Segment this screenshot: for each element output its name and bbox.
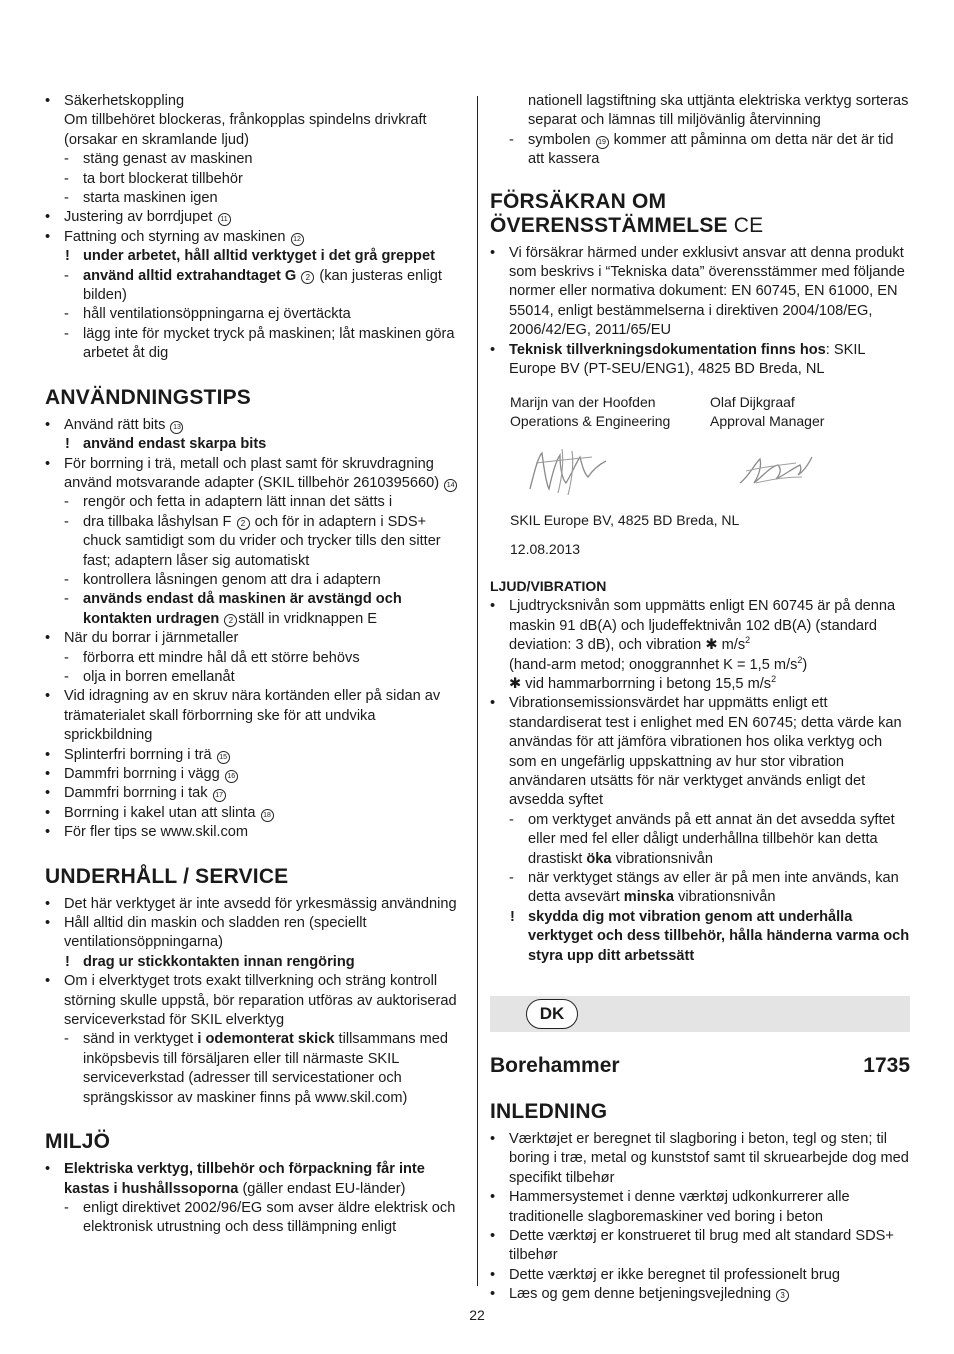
list-item: • Borrning i kakel utan att slinta 18	[45, 804, 465, 823]
introduction-list	[490, 1130, 910, 1305]
heading-introduction: INLEDNING	[490, 1100, 608, 1123]
declaration-list	[490, 244, 910, 380]
figure-number-icon: 11	[218, 213, 231, 226]
heading-maintenance: UNDERHÅLL / SERVICE	[45, 864, 289, 888]
heading-noise-vibration: LJUD/VIBRATION	[490, 578, 607, 595]
list-item: - enligt direktivet 2002/96/EG som avser äldre elektrisk och elektronisk utrustning och dess tillämpning enligt	[45, 1199, 465, 1238]
language-bar	[490, 996, 910, 1032]
list-item: • Använd rätt bits 13	[45, 416, 465, 435]
maintenance-list	[45, 895, 465, 1108]
usage-tips-list	[45, 416, 465, 843]
figure-number-icon: 2	[237, 517, 250, 530]
column-divider	[477, 96, 478, 1286]
list-item: • Det här verktyget är inte avsedd för yrkesmässig användning	[45, 895, 465, 914]
list-item: • Ljudtrycksnivån som uppmätts enligt EN 60745 är på denna maskin 91 dB(A) och ljudeffektnivån 102 dB(A) (standard deviation: 3 dB), och vibration ✱ $m/s^2$ (hand-arm metod; onoggrannhet K = 1,5 $m/s^2$) ✱ vid hammarborrning i betong 15,5 $m/s^2$	[490, 597, 910, 694]
company-address: SKIL Europe BV, 4825 BD Breda, NL	[510, 512, 740, 529]
safety-clutch-list	[45, 92, 465, 364]
list-item: ! under arbetet, håll alltid verktyget i det grå greppet	[45, 247, 465, 266]
list-item: - när verktyget stängs av eller är på men inte används, kan detta avsevärt minska vibrationsnivån	[490, 869, 910, 908]
signatory-1: Marijn van der Hoofden Operations & Engineering	[510, 394, 671, 430]
list-item: • Fattning och styrning av maskinen 12	[45, 228, 465, 247]
figure-number-icon: 2	[224, 614, 237, 627]
list-item: • Dette værktøj er ikke beregnet til professionelt brug	[490, 1266, 910, 1285]
list-item: Om tillbehöret blockeras, frånkopplas spindelns drivkraft (orsakar en skramlande ljud)	[64, 112, 427, 148]
list-item: - använd alltid extrahandtaget G 2 (kan justeras enligt bilden)	[45, 267, 465, 306]
figure-number-icon: 16	[225, 770, 238, 783]
list-item: - håll ventilationsöppningarna ej övertäckta	[45, 305, 465, 324]
list-item: - stäng genast av maskinen	[45, 150, 465, 169]
list-item: - ta bort blockerat tillbehör	[45, 170, 465, 189]
vibration-list	[490, 597, 910, 694]
list-item: • Om i elverktyget trots exakt tillverkning och sträng kontroll störning skulle uppstå, bör reparation utföras av auktoriserad serviceverkstad för SKIL elverktyg	[45, 972, 465, 1030]
figure-number-icon: 17	[213, 789, 226, 802]
list-item: - sänd in verktyget i odemonterat skick tillsammans med inköpsbevis till försäljaren eller till närmaste SKIL serviceverkstad (adresser till servicestationer och sprängskissor av maskiner finns på www.skil.com)	[45, 1030, 465, 1108]
list-item: - används endast då maskinen är avstängd och kontakten urdragen 2 ställ in vridknappen E	[45, 590, 465, 629]
list-item: • Dette værktøj er konstrueret til brug med alt standard SDS+ tilbehør	[490, 1227, 910, 1266]
list-item: - förborra ett mindre hål då ett större behövs	[45, 649, 465, 668]
figure-number-icon: 2	[301, 271, 314, 284]
heading-declaration: FÖRSÄKRAN OM ÖVERENSSTÄMMELSE CE	[490, 189, 764, 237]
list-item: • Teknisk tillverkningsdokumentation finns hos: SKIL Europe BV (PT-SEU/ENG1), 4825 BD Breda, NL	[490, 341, 910, 380]
product-title-row	[490, 1054, 910, 1078]
figure-number-icon: 18	[261, 809, 274, 822]
figure-number-icon: 3	[776, 1289, 789, 1302]
figure-number-icon: 19	[596, 136, 609, 149]
list-item: • Dammfri borrning i tak 17	[45, 784, 465, 803]
page-number: 22	[469, 1307, 485, 1323]
figure-number-icon: 14	[444, 479, 457, 492]
list-item: • Værktøjet er beregnet til slagboring i beton, tegl og sten; til boring i træ, metal og kunststof samt til skruearbejde dog med specifikt tilbehør	[490, 1130, 910, 1188]
list-item: - symbolen 19 kommer att påminna om detta när det är tid att kassera	[490, 131, 910, 170]
left-column	[45, 92, 465, 1238]
list-item: • För borrning i trä, metall och plast samt för skruvdragning använd motsvarande adapter (SKIL tillbehör 2610395660) 14	[45, 455, 465, 494]
right-column	[490, 92, 910, 1305]
list-item: - kontrollera låsningen genom att dra i adaptern	[45, 571, 465, 590]
signature-2-image	[736, 449, 816, 491]
star-icon: ✱	[509, 675, 522, 692]
declaration-date: 12.08.2013	[510, 540, 581, 557]
vibration-list-continued	[490, 694, 910, 966]
figure-number-icon: 15	[217, 751, 230, 764]
heading-environment: MILJÖ	[45, 1130, 111, 1154]
figure-number-icon: 12	[291, 233, 304, 246]
list-item: • Splinterfri borrning i trä 15	[45, 746, 465, 765]
list-item: • Elektriska verktyg, tillbehör och förpackning får inte kastas i hushållssoporna (gäller endast EU-länder)	[45, 1160, 465, 1199]
heading-usage-tips: ANVÄNDNINGSTIPS	[45, 385, 252, 409]
list-item: - olja in borren emellanåt	[45, 668, 465, 687]
signatories	[510, 393, 910, 431]
star-icon: ✱	[705, 637, 718, 654]
list-item: • Hammersystemet i denne værktøj udkonkurrerer alle traditionelle slagboremaskiner ved boring i beton	[490, 1188, 910, 1227]
list-item: • Læs og gem denne betjeningsvejledning 3	[490, 1285, 910, 1304]
signatory-2: Olaf Dijkgraaf Approval Manager	[710, 394, 825, 430]
list-item: - starta maskinen igen	[45, 189, 465, 208]
signatures	[510, 431, 910, 511]
list-item: ! drag ur stickkontakten innan rengöring	[45, 953, 465, 972]
list-item: • Vi försäkrar härmed under exklusivt ansvar att denna produkt som beskrivs i “Tekniska data” överensstämmer med följande normer eller normativa dokument: EN 60745, EN 61000, EN 55014, enligt bestämmelserna i direktiven 2004/108/EG, 2006/42/EG, 2011/65/EU	[490, 244, 910, 341]
list-item: - om verktyget används på ett annat än det avsedda syftet eller med fel eller dåligt underhållna tillbehör kan detta drastiskt öka vibrationsnivån	[490, 811, 910, 869]
list-item: • Justering av borrdjupet 11	[45, 208, 465, 227]
list-item: • Dammfri borrning i vägg 16	[45, 765, 465, 784]
list-item: • Vid idragning av en skruv nära kortänden eller på sidan av trämaterialet skall förborrning ske för att undvika sprickbildning	[45, 687, 465, 745]
list-item: - dra tillbaka låshylsan F 2 och för in adaptern i SDS+ chuck samtidigt som du vrider och trycker tills den sitter fast; adaptern låser sig automatiskt	[45, 513, 465, 571]
list-item: • Säkerhetskoppling	[45, 92, 465, 111]
list-item: ! använd endast skarpa bits	[45, 435, 465, 454]
figure-number-icon: 13	[170, 421, 183, 434]
environment-list-continued	[490, 92, 910, 170]
list-item: - lägg inte för mycket tryck på maskinen; låt maskinen göra arbetet åt dig	[45, 325, 465, 364]
list-item: - rengör och fetta in adaptern lätt innan det sätts i	[45, 493, 465, 512]
language-badge: DK	[526, 999, 578, 1029]
environment-list	[45, 1160, 465, 1238]
list-item: nationell lagstiftning ska uttjänta elektriska verktyg sorteras separat och lämnas till miljövänlig återvinning	[528, 93, 909, 129]
signature-1-image	[522, 443, 612, 497]
model-number: 1735	[863, 1054, 910, 1077]
list-item: • Håll alltid din maskin och sladden ren (speciellt ventilationsöppningarna)	[45, 914, 465, 953]
list-item: • När du borrar i järnmetaller	[45, 629, 465, 648]
list-item: ! skydda dig mot vibration genom att underhålla verktyget och dess tillbehör, hålla händerna varma och styra upp ditt arbetssätt	[490, 908, 910, 966]
ce-mark-icon: CE	[733, 213, 764, 237]
product-name: Borehammer	[490, 1054, 620, 1077]
list-item: • Vibrationsemissionsvärdet har uppmätts enligt ett standardiserat test i enlighet med EN 60745; detta värde kan användas för att jämföra vibrationen hos olika verktyg och som en ungefärlig uppskattning av hur stor vibration användaren utsätts för när verktyget används enligt det avsedda syftet	[490, 694, 910, 810]
list-item: • För fler tips se www.skil.com	[45, 823, 465, 842]
